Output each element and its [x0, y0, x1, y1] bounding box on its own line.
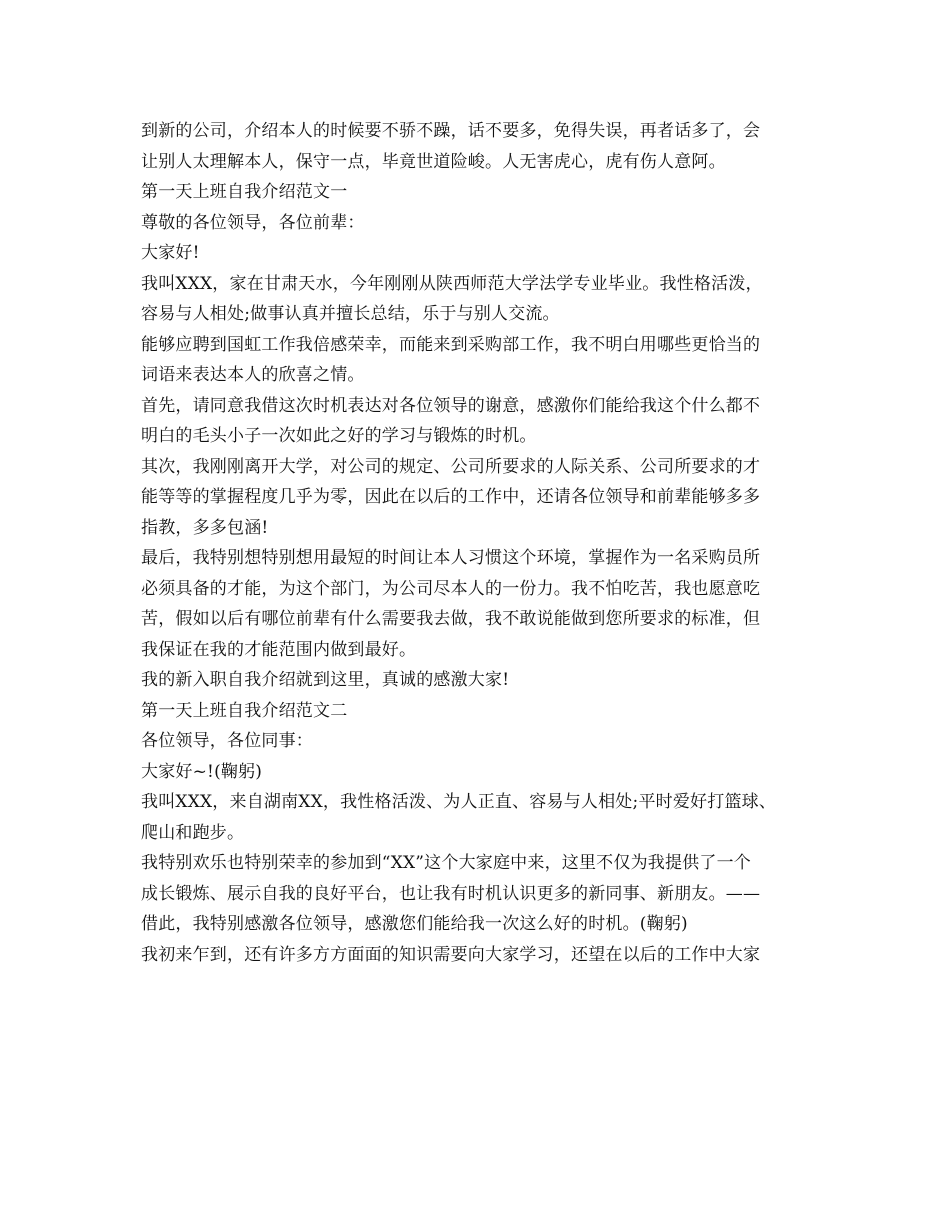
- greeting: 大家好!: [141, 243, 200, 263]
- text-line: 最后，我特别想特别想用最短的时间让本人习惯这个环境，掌握作为一名采购员所: [141, 548, 761, 568]
- text-line: 我保证在我的才能范围内做到最好。: [141, 639, 417, 660]
- text-line: 让别人太理解本人，保守一点，毕竟世道险峻。人无害虎心，虎有伤人意阿。: [141, 151, 726, 172]
- text-line: 容易与人相处;做事认真并擅长总结，乐于与别人交流。: [141, 304, 560, 324]
- text-line: 我叫XXX，来自湖南XX，我性格活泼、为人正直、容易与人相处;平时爱好打篮球、: [141, 792, 777, 812]
- text-line: 明白的毛头小子一次如此之好的学习与锻炼的时机。: [141, 426, 537, 446]
- text-line: 我的新入职自我介绍就到这里，真诚的感激大家!: [141, 670, 510, 690]
- salutation: 各位领导，各位同事：: [141, 731, 313, 751]
- text-line: 成长锻炼、展示自我的良好平台，也让我有时机认识更多的新同事、新朋友。——: [141, 883, 761, 904]
- section-heading: 第一天上班自我介绍范文一: [141, 182, 348, 202]
- text-line: 我特别欢乐也特别荣幸的参加到“XX”这个大家庭中来，这里不仅为我提供了一个: [141, 853, 751, 873]
- text-line: 必须具备的才能，为这个部门，为公司尽本人的一份力。我不怕吃苦，我也愿意吃: [141, 578, 761, 599]
- text-line: 词语来表达本人的欣喜之情。: [141, 365, 365, 385]
- text-line: 我初来乍到，还有许多方方面面的知识需要向大家学习，还望在以后的工作中大家: [141, 944, 761, 965]
- text-line: 其次，我刚刚离开大学，对公司的规定、公司所要求的人际关系、公司所要求的才: [141, 456, 761, 477]
- text-line: 到新的公司，介绍本人的时候要不骄不躁，话不要多，免得失误，再者话多了，会: [141, 121, 761, 141]
- text-line: 指教，多多包涵!: [141, 517, 269, 538]
- text-line: 我叫XXX，家在甘肃天水，今年刚刚从陕西师范大学法学专业毕业。我性格活泼，: [141, 273, 763, 294]
- text-line: 苦，假如以后有哪位前辈有什么需要我去做，我不敢说能做到您所要求的标准，但: [141, 609, 761, 629]
- greeting: 大家好~!(鞠躬): [141, 761, 263, 782]
- text-line: 能等等的掌握程度几乎为零，因此在以后的工作中，还请各位领导和前辈能够多多: [141, 487, 761, 507]
- text-line: 首先，请同意我借这次时机表达对各位领导的谢意，感激你们能给我这个什么都不: [141, 395, 761, 416]
- salutation: 尊敬的各位领导，各位前辈：: [141, 212, 365, 233]
- text-line: 爬山和跑步。: [141, 822, 245, 843]
- text-line: 借此，我特别感激各位领导，感激您们能给我一次这么好的时机。(鞠躬): [141, 914, 688, 934]
- document-body: [141, 116, 831, 970]
- text-line: 能够应聘到国虹工作我倍感荣幸，而能来到采购部工作，我不明白用哪些更恰当的: [141, 334, 761, 355]
- section-heading: 第一天上班自我介绍范文二: [141, 700, 348, 721]
